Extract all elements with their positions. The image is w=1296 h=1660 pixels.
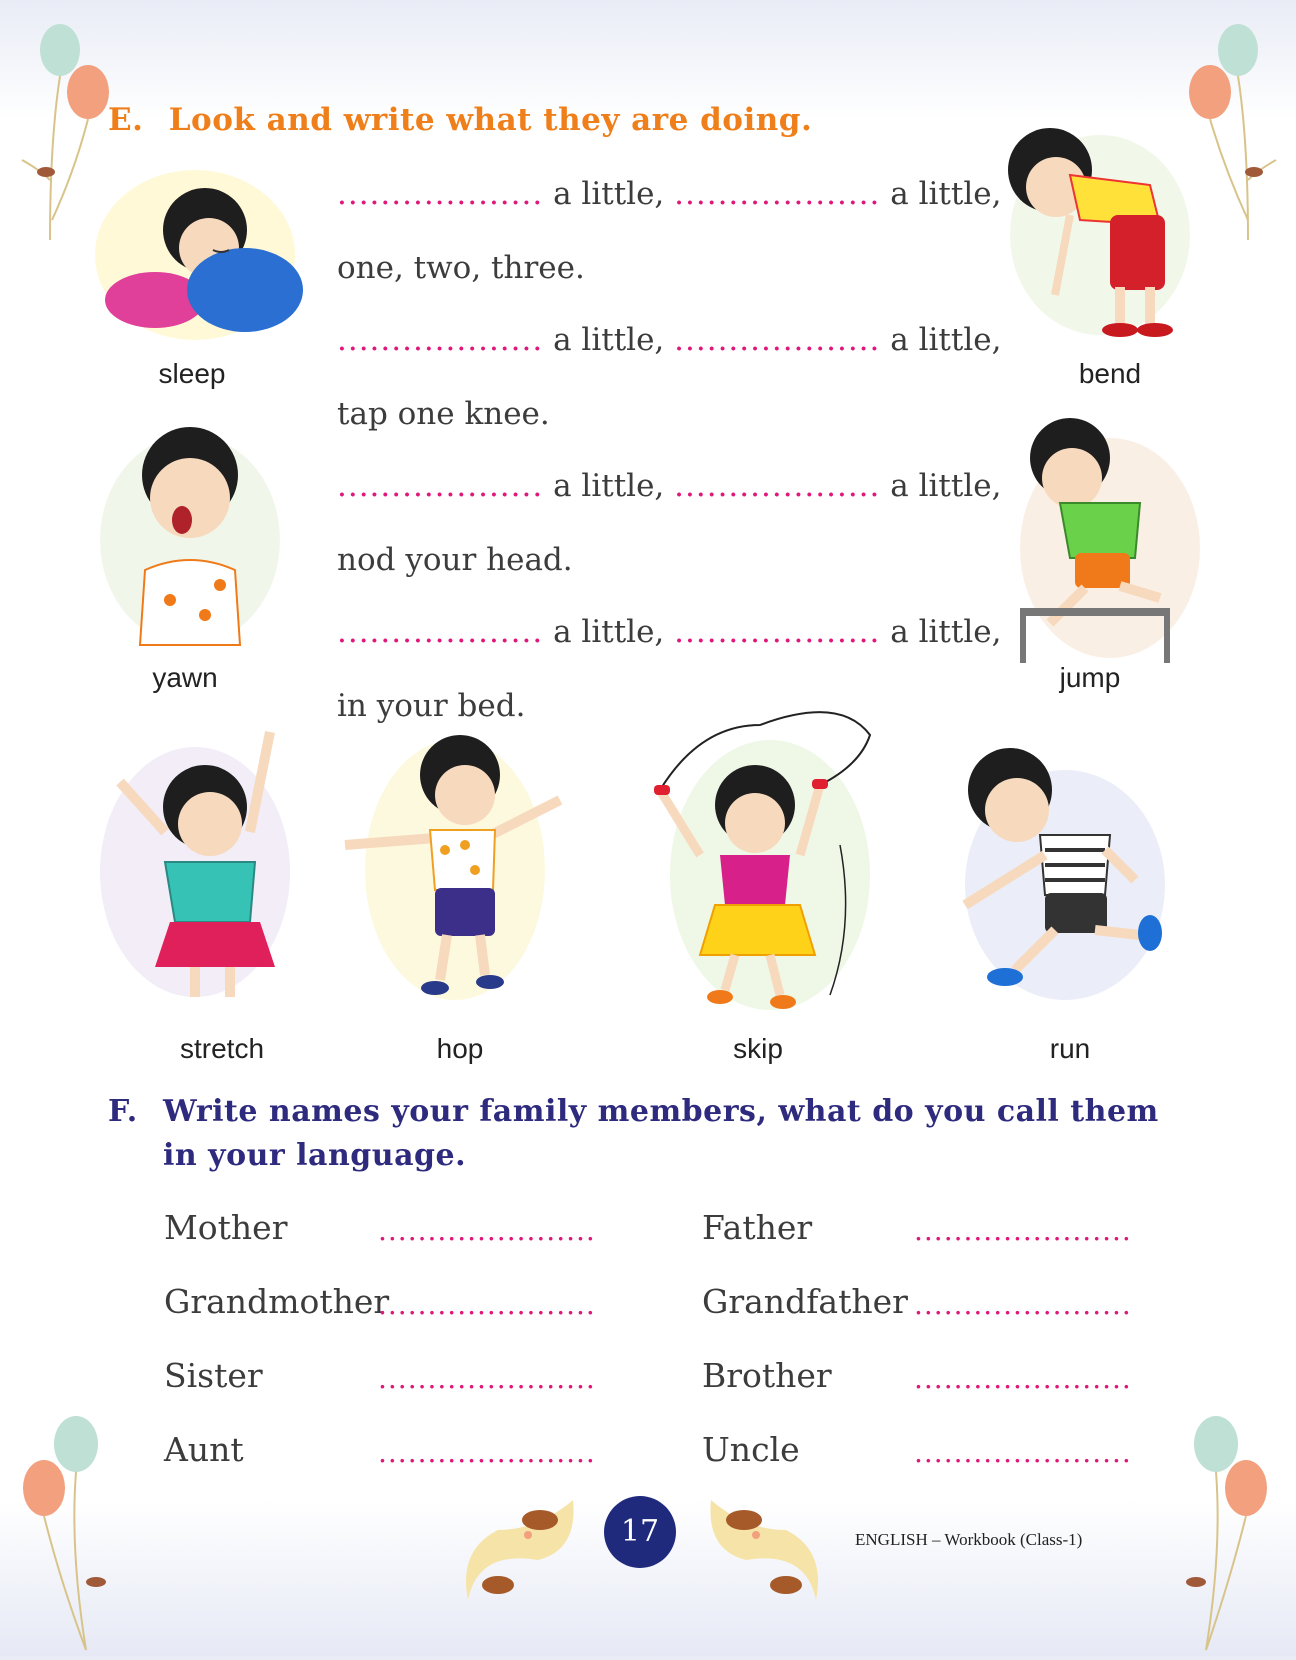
family-label: Mother — [164, 1208, 288, 1247]
stretch-picture — [85, 712, 305, 1012]
answer-blank[interactable]: ................... — [674, 468, 881, 504]
answer-blank[interactable]: ................... — [674, 322, 881, 358]
family-label: Grandmother — [164, 1282, 390, 1321]
caption-yawn: yawn — [152, 662, 218, 693]
answer-blank[interactable]: ................... — [337, 468, 544, 504]
caption-stretch: stretch — [179, 1033, 265, 1064]
section-f-heading — [108, 1090, 1208, 1178]
jump-picture — [1010, 408, 1220, 668]
family-label: Sister — [164, 1356, 263, 1395]
rhyme-text: a little, — [890, 614, 1002, 650]
family-answer-blank[interactable]: ...................... — [378, 1288, 596, 1321]
rhyme-line-1 — [337, 176, 1001, 212]
rhyme-text: a little, — [890, 322, 1002, 358]
caption-sleep: sleep — [158, 358, 226, 389]
answer-blank[interactable]: ................... — [337, 614, 544, 650]
family-answer-blank[interactable]: ...................... — [914, 1436, 1132, 1469]
family-answer-blank[interactable]: ...................... — [378, 1362, 596, 1395]
yawn-picture — [90, 420, 290, 650]
answer-blank[interactable]: ................... — [674, 176, 881, 212]
family-answer-blank[interactable]: ...................... — [378, 1214, 596, 1247]
rhyme-text: a little, — [553, 322, 665, 358]
rhyme-line-4: tap one knee. — [337, 396, 550, 432]
caption-run: run — [1049, 1033, 1091, 1064]
section-e-heading — [108, 102, 812, 138]
caption-jump: jump — [1059, 662, 1121, 693]
family-label: Father — [702, 1208, 813, 1247]
section-e-letter: E. — [108, 102, 144, 138]
skip-picture — [640, 705, 900, 1025]
rhyme-text: a little, — [553, 468, 665, 504]
section-f-title-line-2: in your language. — [163, 1138, 467, 1173]
page-number: 17 — [604, 1496, 676, 1568]
answer-blank[interactable]: ................... — [337, 176, 544, 212]
family-label: Uncle — [702, 1430, 800, 1469]
family-label: Brother — [702, 1356, 832, 1395]
section-e-title: Look and write what they are doing. — [168, 102, 813, 138]
rhyme-text: a little, — [890, 468, 1002, 504]
rhyme-text: a little, — [553, 614, 665, 650]
hop-picture — [335, 720, 575, 1020]
answer-blank[interactable]: ................... — [674, 614, 881, 650]
run-picture — [945, 735, 1185, 1015]
caption-bend: bend — [1078, 358, 1142, 389]
caption-skip: skip — [733, 1033, 783, 1064]
family-answer-blank[interactable]: ...................... — [914, 1362, 1132, 1395]
family-answer-blank[interactable]: ...................... — [914, 1214, 1132, 1247]
rhyme-line-8: in your bed. — [337, 688, 526, 724]
section-f-title-line-1: Write names your family members, what do you call them — [163, 1094, 1159, 1129]
rhyme-line-3 — [337, 322, 1001, 358]
caption-hop: hop — [436, 1033, 484, 1064]
balloons-bottom-right-icon — [1160, 1410, 1280, 1660]
family-label: Aunt — [164, 1430, 244, 1469]
section-f-letter: F. — [108, 1094, 138, 1129]
rhyme-text: a little, — [890, 176, 1002, 212]
rhyme-line-7 — [337, 614, 1001, 650]
bend-picture — [1000, 115, 1200, 345]
family-label: Grandfather — [702, 1282, 908, 1321]
family-answer-blank[interactable]: ...................... — [914, 1288, 1132, 1321]
bird-ribbon-left-icon — [458, 1490, 588, 1610]
bird-ribbon-right-icon — [696, 1490, 826, 1610]
balloons-bottom-left-icon — [20, 1410, 140, 1660]
footer-book-title: ENGLISH – Workbook (Class-1) — [855, 1530, 1083, 1549]
rhyme-text: a little, — [553, 176, 665, 212]
answer-blank[interactable]: ................... — [337, 322, 544, 358]
rhyme-line-5 — [337, 468, 1001, 504]
family-answer-blank[interactable]: ...................... — [378, 1436, 596, 1469]
rhyme-line-2: one, two, three. — [337, 250, 585, 286]
sleep-picture — [85, 160, 305, 350]
rhyme-line-6: nod your head. — [337, 542, 573, 578]
